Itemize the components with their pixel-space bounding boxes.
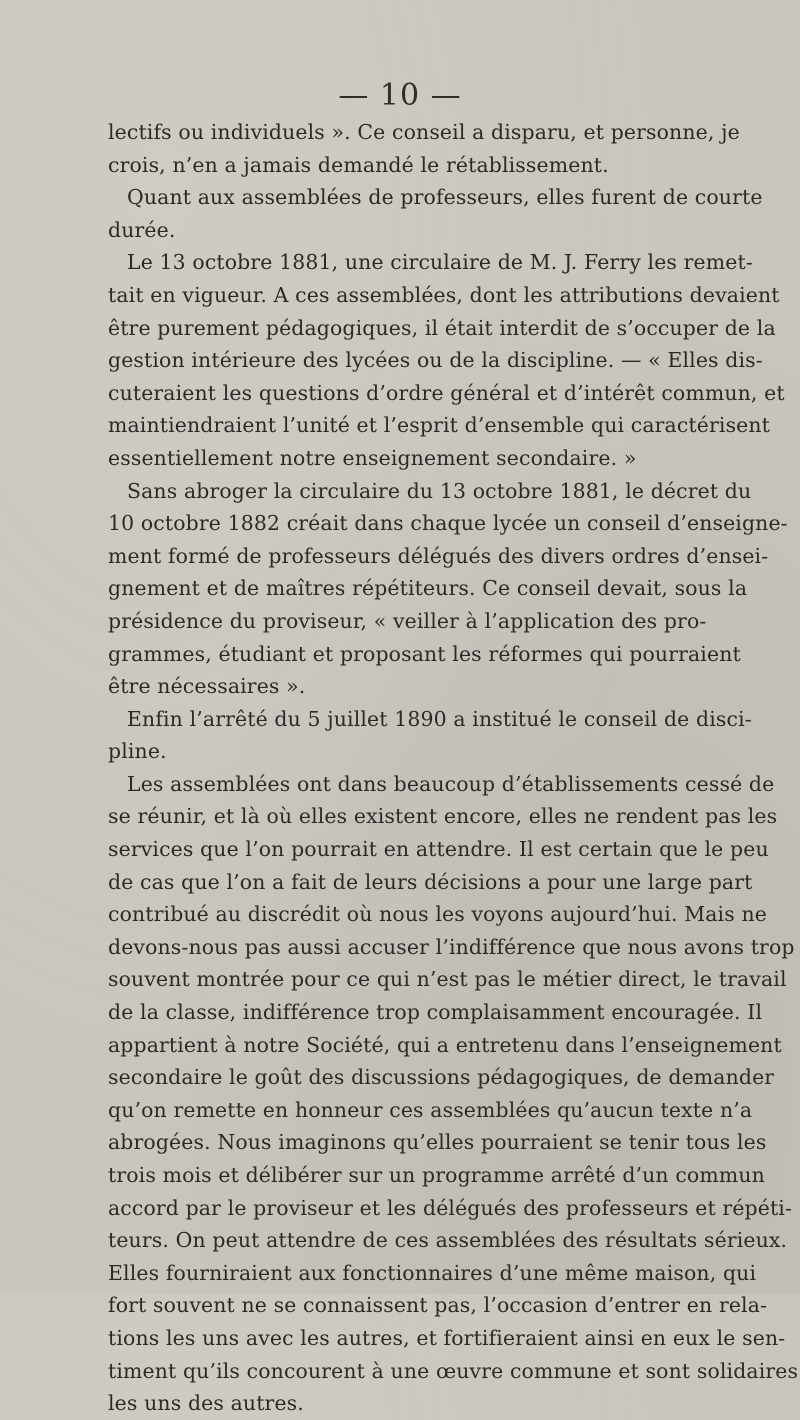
- text-line: se réunir, et là où elles existent encore, elles ne rendent pas les: [108, 804, 778, 829]
- text-line: de la classe, indifférence trop complaisamment encouragée. Il: [108, 1000, 763, 1025]
- text-line: 10 octobre 1882 créait dans chaque lycée un conseil d’enseigne-: [108, 511, 788, 536]
- text-line: durée.: [108, 217, 176, 242]
- text-line: devons-nous pas aussi accuser l’indifférence que nous avons trop: [108, 934, 795, 959]
- text-line: tait en vigueur. A ces assemblées, dont les attributions devaient: [108, 282, 780, 307]
- text-line: services que l’on pourrait en attendre. Il est certain que le peu: [108, 837, 769, 862]
- text-line: Quant aux assemblées de professeurs, elles furent de courte: [127, 185, 763, 210]
- text-line: Sans abroger la circulaire du 13 octobre 1881, le décret du: [127, 478, 752, 503]
- text-line: qu’on remette en honneur ces assemblées qu’aucun texte n’a: [108, 1097, 753, 1122]
- text-line: contribué au discrédit où nous les voyons aujourd’hui. Mais ne: [108, 902, 767, 927]
- paragraph: [108, 116, 740, 181]
- text-line: timent qu’ils concourent à une œuvre commune et sont solidaires: [108, 1358, 799, 1383]
- text-line: gestion intérieure des lycées ou de la discipline. — « Elles dis-: [108, 348, 763, 373]
- body-text: [108, 116, 799, 1420]
- paragraph: [108, 181, 763, 246]
- text-line: ment formé de professeurs délégués des divers ordres d’ensei-: [108, 543, 769, 568]
- page-number: — 10 —: [338, 78, 462, 113]
- text-line: accord par le proviseur et les délégués des professeurs et répéti-: [108, 1195, 793, 1220]
- paragraph: [108, 703, 752, 768]
- text-line: pline.: [108, 739, 167, 764]
- text-line: appartient à notre Société, qui a entretenu dans l’enseignement: [108, 1032, 782, 1057]
- text-line: abrogées. Nous imaginons qu’elles pourraient se tenir tous les: [108, 1130, 767, 1155]
- text-line: être purement pédagogiques, il était interdit de s’occuper de la: [108, 315, 776, 340]
- text-line: grammes, étudiant et proposant les réformes qui pourraient: [108, 641, 741, 666]
- paragraph: [108, 475, 788, 703]
- text-line: secondaire le goût des discussions pédagogiques, de demander: [108, 1065, 775, 1090]
- text-line: gnement et de maîtres répétiteurs. Ce conseil devait, sous la: [108, 576, 748, 601]
- text-line: présidence du proviseur, « veiller à l’application des pro-: [108, 608, 707, 633]
- text-line: les uns des autres.: [108, 1391, 304, 1416]
- text-line: cuteraient les questions d’ordre général et d’intérêt commun, et: [108, 380, 785, 405]
- text-line: Le 13 octobre 1881, une circulaire de M. J. Ferry les remet-: [127, 250, 753, 275]
- text-line: crois, n’en a jamais demandé le rétablissement.: [108, 152, 609, 177]
- text-line: Les assemblées ont dans beaucoup d’établissements cessé de: [127, 771, 775, 796]
- text-line: teurs. On peut attendre de ces assemblées des résultats sérieux.: [108, 1228, 788, 1253]
- text-line: maintiendraient l’unité et l’esprit d’ensemble qui caractérisent: [108, 413, 771, 438]
- text-line: essentiellement notre enseignement secondaire. »: [108, 445, 637, 470]
- text-line: souvent montrée pour ce qui n’est pas le métier direct, le travail: [108, 967, 787, 992]
- text-line: trois mois et délibérer sur un programme arrêté d’un commun: [108, 1163, 765, 1187]
- text-line: être nécessaires ».: [108, 674, 306, 699]
- text-line: lectifs ou individuels ». Ce conseil a disparu, et personne, je: [108, 120, 740, 144]
- text-line: Elles fourniraient aux fonctionnaires d’une même maison, qui: [108, 1260, 757, 1285]
- paragraph: [108, 768, 799, 1420]
- paragraph: [108, 246, 785, 474]
- text-line: de cas que l’on a fait de leurs décisions a pour une large part: [108, 869, 753, 894]
- text-line: fort souvent ne se connaissent pas, l’occasion d’entrer en rela-: [108, 1293, 768, 1318]
- text-line: Enfin l’arrêté du 5 juillet 1890 a institué le conseil de disci-: [127, 706, 752, 731]
- text-line: tions les uns avec les autres, et fortifieraient ainsi en eux le sen-: [108, 1325, 786, 1350]
